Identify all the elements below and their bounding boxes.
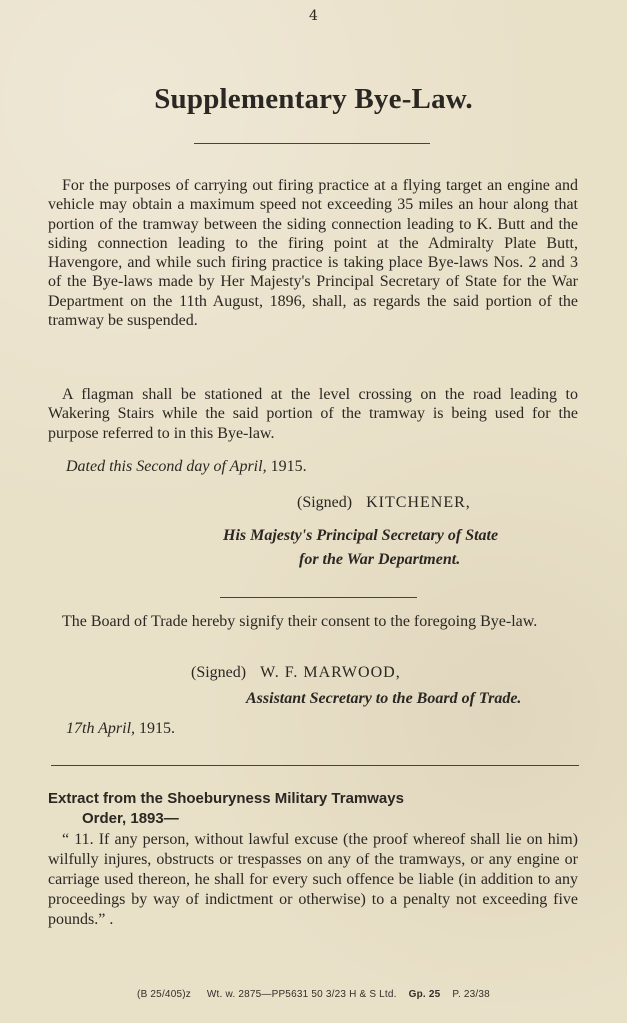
printer-imprint [0,989,627,1000]
page-number: 4 [309,8,318,24]
section-divider [220,597,417,598]
dated-line [66,458,307,476]
title-divider [194,143,430,144]
dated-prefix: Dated this Second day of April, [66,458,267,475]
signature-marwood [191,664,401,682]
imprint-gp: Gp. 25 [408,989,441,1000]
signatory-office-line-2: for the War Department. [299,551,461,568]
signatory-name: KITCHENER, [366,494,471,511]
signatory-office-line-1: His Majesty's Principal Secretary of State [223,527,499,544]
bye-law-paragraph-2: A flagman shall be stationed at the level crossing on the road leading to Wakering Stairs while the said portion of the tramway is being used for the purpose referred to in this Bye-law. [48,386,578,442]
consent-date-day: 17th April, [66,720,136,737]
signed-label: (Signed) [297,494,353,511]
dated-year: 1915. [270,458,307,475]
page-title: Supplementary Bye-Law. [154,83,473,115]
extract-heading [48,789,583,829]
imprint-left: (B 25/405)z [137,989,191,1000]
consent-date [66,720,175,738]
extract-clause: “ 11. If any person, without lawful excuse (the proof whereof shall lie on him) wilfully injures, obstructs or trespasses on any of the tramways, or any engine or carriage used thereon, he shall for every such offence be liable (in addition to any proceedings by way of indictment or otherwise) to a penalty not exceeding five pounds.” . [48,831,578,928]
bye-law-paragraph-1: For the purposes of carrying out firing practice at a flying target an engine and vehicle may obtain a maximum speed not exceeding 35 miles an hour along that portion of the tramway between the siding connection leading to K. Butt and the siding connection leading to the firing point at the Admiralty Plate Butt, Havengore, and while such firing practice is taking place Bye-laws Nos. 2 and 3 of the Bye-laws made by Her Majesty's Principal Secretary of State for the War Department on the 11th August, 1896, shall, as regards the said portion of the tramway be suspended. [48,177,578,330]
extract-heading-line-1: Extract from the Shoeburyness Military Tramways [48,790,404,807]
board-consent-text: The Board of Trade hereby signify their consent to the foregoing Bye-law. [62,613,538,630]
imprint-right: P. 23/38 [452,989,490,1000]
signatory-office: Assistant Secretary to the Board of Trade. [246,690,522,707]
imprint-middle: Wt. w. 2875—PP5631 50 3/23 H & S Ltd. [206,989,397,1000]
extract-divider [51,765,579,766]
signed-label-2: (Signed) [191,664,247,681]
consent-date-year: 1915. [139,720,176,737]
signature-kitchener [297,494,471,512]
signatory-name-2: W. F. MARWOOD, [260,664,401,681]
extract-heading-line-2: Order, 1893— [82,810,179,827]
